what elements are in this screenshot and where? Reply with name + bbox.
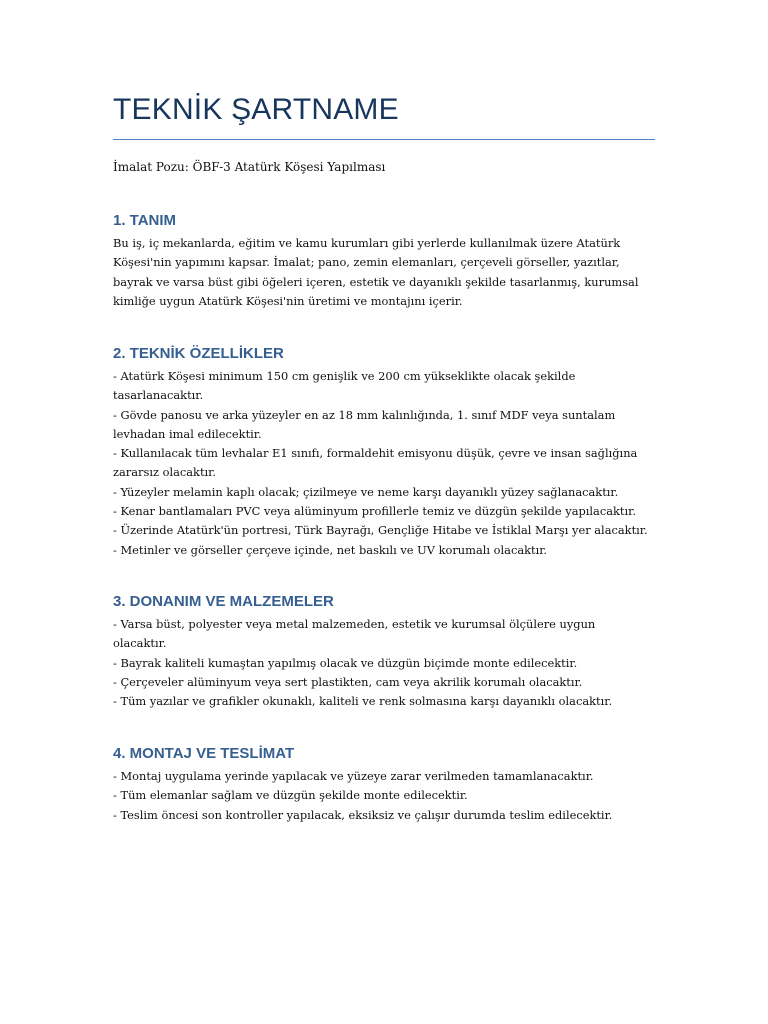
text-line: - Teslim öncesi son kontroller yapılacak, eksiksiz ve çalışır durumda teslim edilecektir. [113, 807, 613, 822]
section-montaj-ve-teslimat [113, 744, 658, 825]
text-line: olacaktır. [113, 636, 167, 651]
text-line: Bu iş, iç mekanlarda, eğitim ve kamu kurumları gibi yerlerde kullanılmak üzere Atatürk [113, 236, 621, 250]
text-line: zararsız olacaktır. [113, 465, 216, 480]
document-subtitle: İmalat Pozu: ÖBF-3 Atatürk Köşesi Yapılması [113, 160, 386, 174]
text-line: - Tüm elemanlar sağlam ve düzgün şekilde monte edilecektir. [113, 788, 468, 803]
text-line: levhadan imal edilecektir. [113, 426, 262, 441]
text-line: bayrak ve varsa büst gibi öğeleri içeren, estetik ve dayanıklı şekilde tasarlanmış, kurumsal [113, 274, 639, 289]
section-heading: 3. DONANIM VE MALZEMELER [113, 593, 334, 610]
section-heading: 2. TEKNİK ÖZELLİKLER [113, 345, 284, 362]
text-line: - Gövde panosu ve arka yüzeyler en az 18 mm kalınlığında, 1. sınıf MDF veya suntalam [113, 407, 616, 422]
text-line: - Kenar bantlamaları PVC veya alüminyum profillerle temiz ve düzgün şekilde yapılacaktır. [113, 504, 636, 519]
text-line: - Üzerinde Atatürk'ün portresi, Türk Bayrağı, Gençliğe Hitabe ve İstiklal Marşı yer alacaktır. [113, 523, 648, 538]
document-title: TEKNİK ŞARTNAME [113, 93, 399, 126]
text-line: - Varsa büst, polyester veya metal malzemeden, estetik ve kurumsal ölçülere uygun [113, 617, 596, 631]
text-line: - Tüm yazılar ve grafikler okunaklı, kaliteli ve renk solmasına karşı dayanıklı olacaktır. [113, 694, 613, 709]
text-line: - Montaj uygulama yerinde yapılacak ve yüzeye zarar verilmeden tamamlanacaktır. [113, 769, 594, 783]
section-body [113, 367, 658, 560]
section-body [113, 767, 658, 825]
text-line: - Bayrak kaliteli kumaştan yapılmış olacak ve düzgün biçimde monte edilecektir. [113, 655, 578, 670]
section-body [113, 234, 658, 311]
text-line: - Atatürk Köşesi minimum 150 cm genişlik ve 200 cm yükseklikte olacak şekilde [113, 369, 576, 383]
section-tanim [113, 211, 658, 311]
section-teknik-ozellikler [113, 344, 658, 560]
section-body [113, 615, 658, 711]
section-heading: 4. MONTAJ VE TESLİMAT [113, 745, 295, 762]
section-heading: 1. TANIM [113, 212, 177, 229]
text-line: kimliğe uygun Atatürk Köşesi'nin üretimi ve montajını içerir. [113, 293, 463, 308]
text-line: - Yüzeyler melamin kaplı olacak; çizilmeye ve neme karşı dayanıklı yüzey sağlanacaktır. [113, 484, 619, 499]
text-line: tasarlanacaktır. [113, 388, 204, 403]
text-line: Köşesi'nin yapımını kapsar. İmalat; pano, zemin elemanları, çerçeveli görseller, yazıtlar, [113, 255, 620, 270]
section-donanim-ve-malzemeler [113, 592, 658, 711]
text-line: - Kullanılacak tüm levhalar E1 sınıfı, formaldehit emisyonu düşük, çevre ve insan sağlığına [113, 446, 638, 461]
text-line: - Çerçeveler alüminyum veya sert plastikten, cam veya akrilik korumalı olacaktır. [113, 674, 583, 689]
title-underline-divider [113, 139, 655, 140]
text-line: - Metinler ve görseller çerçeve içinde, net baskılı ve UV korumalı olacaktır. [113, 542, 548, 557]
